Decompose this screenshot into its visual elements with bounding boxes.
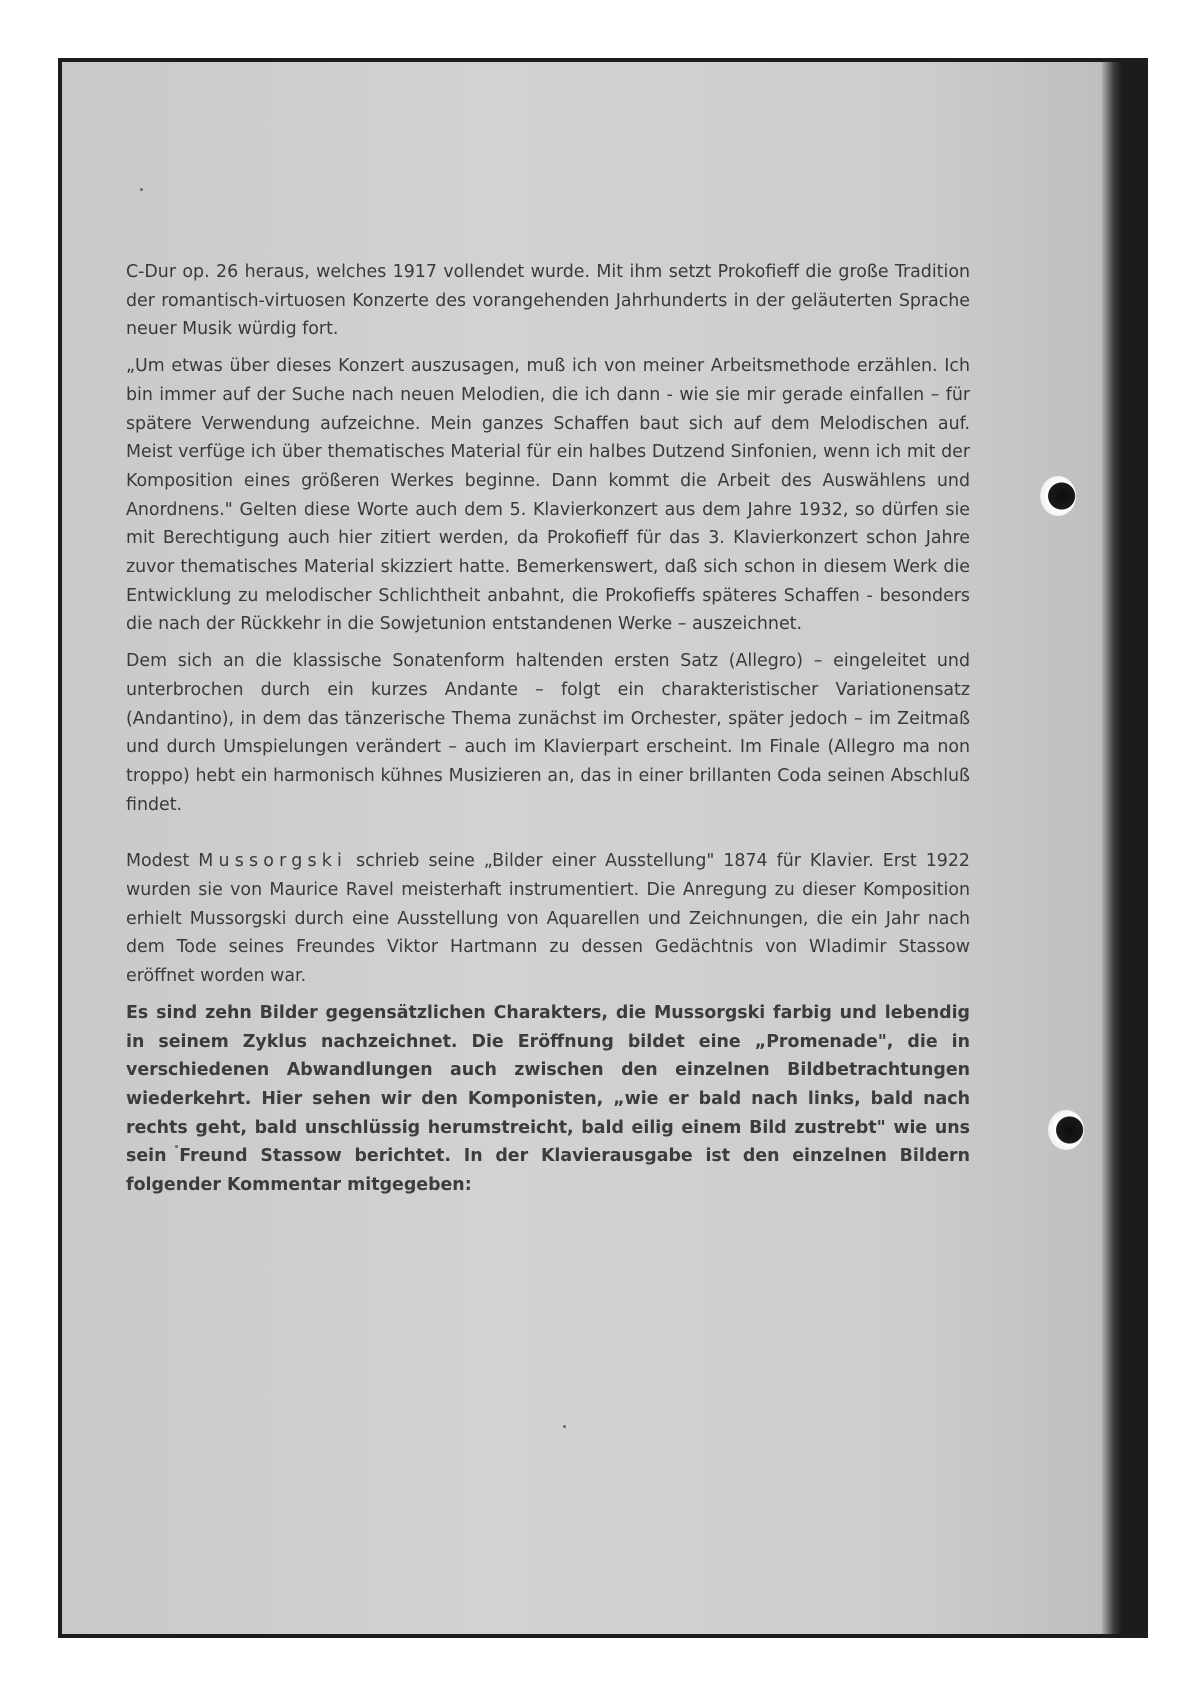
paragraph-pictures-description: Es sind zehn Bilder gegensätzlichen Charakters, die Mussorgski farbig und lebendig in seinem Zyklus nachzeichnet. Die Eröffnung bildet eine „Promenade", die in verschiedenen Abwandlungen auch zwischen den einzelnen Bildbetrachtungen wiederkehrt. Hier sehen wir den Komponisten, „wie er bald nach links, bald nach rechts geht, bald unschlüssig herumstreicht, bald eilig einem Bild zustrebt" wie uns sein Freund Stassow berichtet. In der Klavierausgabe ist den einzelnen Bildern folgender Kommentar mitgegeben: — [126, 1002, 970, 1196]
punch-hole-bottom — [1048, 1110, 1084, 1150]
composer-name-spaced: Mussorgski — [198, 851, 348, 872]
paper-speck — [563, 1425, 566, 1428]
paragraph-prokofieff-quote: „Um etwas über dieses Konzert auszusagen, muß ich von meiner Arbeitsmethode erzählen. Ich bin immer auf der Suche nach neuen Melodien, die ich dann - wie sie mir gerade einfallen – für spätere Verwendung aufzeichne. Mein ganzes Schaffen baut sich auf dem Melodischen auf. Meist verfüge ich über thematisches Material für ein halbes Dutzend Sinfonien, wenn ich mit der Komposition eines größeren Werkes beginne. Dann kommt die Arbeit des Auswählens und Anordnens." Gelten diese Worte auch dem 5. Klavierkonzert aus dem Jahre 1932, so dürfen sie mit Berechtigung auch hier zitiert werden, da Prokofieff für das 3. Klavierkonzert schon Jahre zuvor thematisches Material skizziert hatte. Bemerkenswert, daß sich schon in diesem Werk die Entwicklung zu melodischer Schlichtheit anbahnt, die Prokofieffs späteres Schaffen - besonders die nach der Rückkehr in die Sowjetunion entstandenen Werke – auszeichnet. — [126, 356, 970, 635]
paragraph-prokofieff-intro: C-Dur op. 26 heraus, welches 1917 vollendet wurde. Mit ihm setzt Prokofieff die große Tradition der romantisch-virtuosen Konzerte des vorangehenden Jahrhunderts in der geläuterten Sprache neuer Musik würdig fort. — [126, 262, 970, 340]
paragraph-mussorgski — [126, 847, 970, 991]
document-body — [126, 258, 970, 1200]
paragraph-movements: Dem sich an die klassische Sonatenform haltenden ersten Satz (Allegro) – eingeleitet und unterbrochen durch ein kurzes Andante – folgt ein charakteristischer Variationensatz (Andantino), in dem das tänzerische Thema zunächst im Orchester, später jedoch – im Zeitmaß und durch Umspielungen verändert – auch im Klavierpart erscheint. Im Finale (Allegro ma non troppo) hebt ein harmonisch kühnes Musizieren an, das in einer brillanten Coda seinen Abschluß findet. — [126, 651, 970, 815]
page-edge-shadow — [1102, 62, 1122, 1634]
paper-speck — [140, 188, 143, 191]
mussorgski-text: schrieb seine „Bilder einer Ausstellung" 1874 für Klavier. Erst 1922 wurden sie von Maurice Ravel meisterhaft instrumentiert. Die Anregung zu dieser Komposition erhielt Mussorgski durch eine Ausstellung von Aquarellen und Zeichnungen, die ein Jahr nach dem Tode seines Freundes Viktor Hartmann zu dessen Gedächtnis von Wladimir Stassow eröffnet worden war. — [126, 851, 970, 987]
punch-hole-top — [1040, 476, 1076, 516]
mussorgski-prefix: Modest — [126, 851, 199, 872]
